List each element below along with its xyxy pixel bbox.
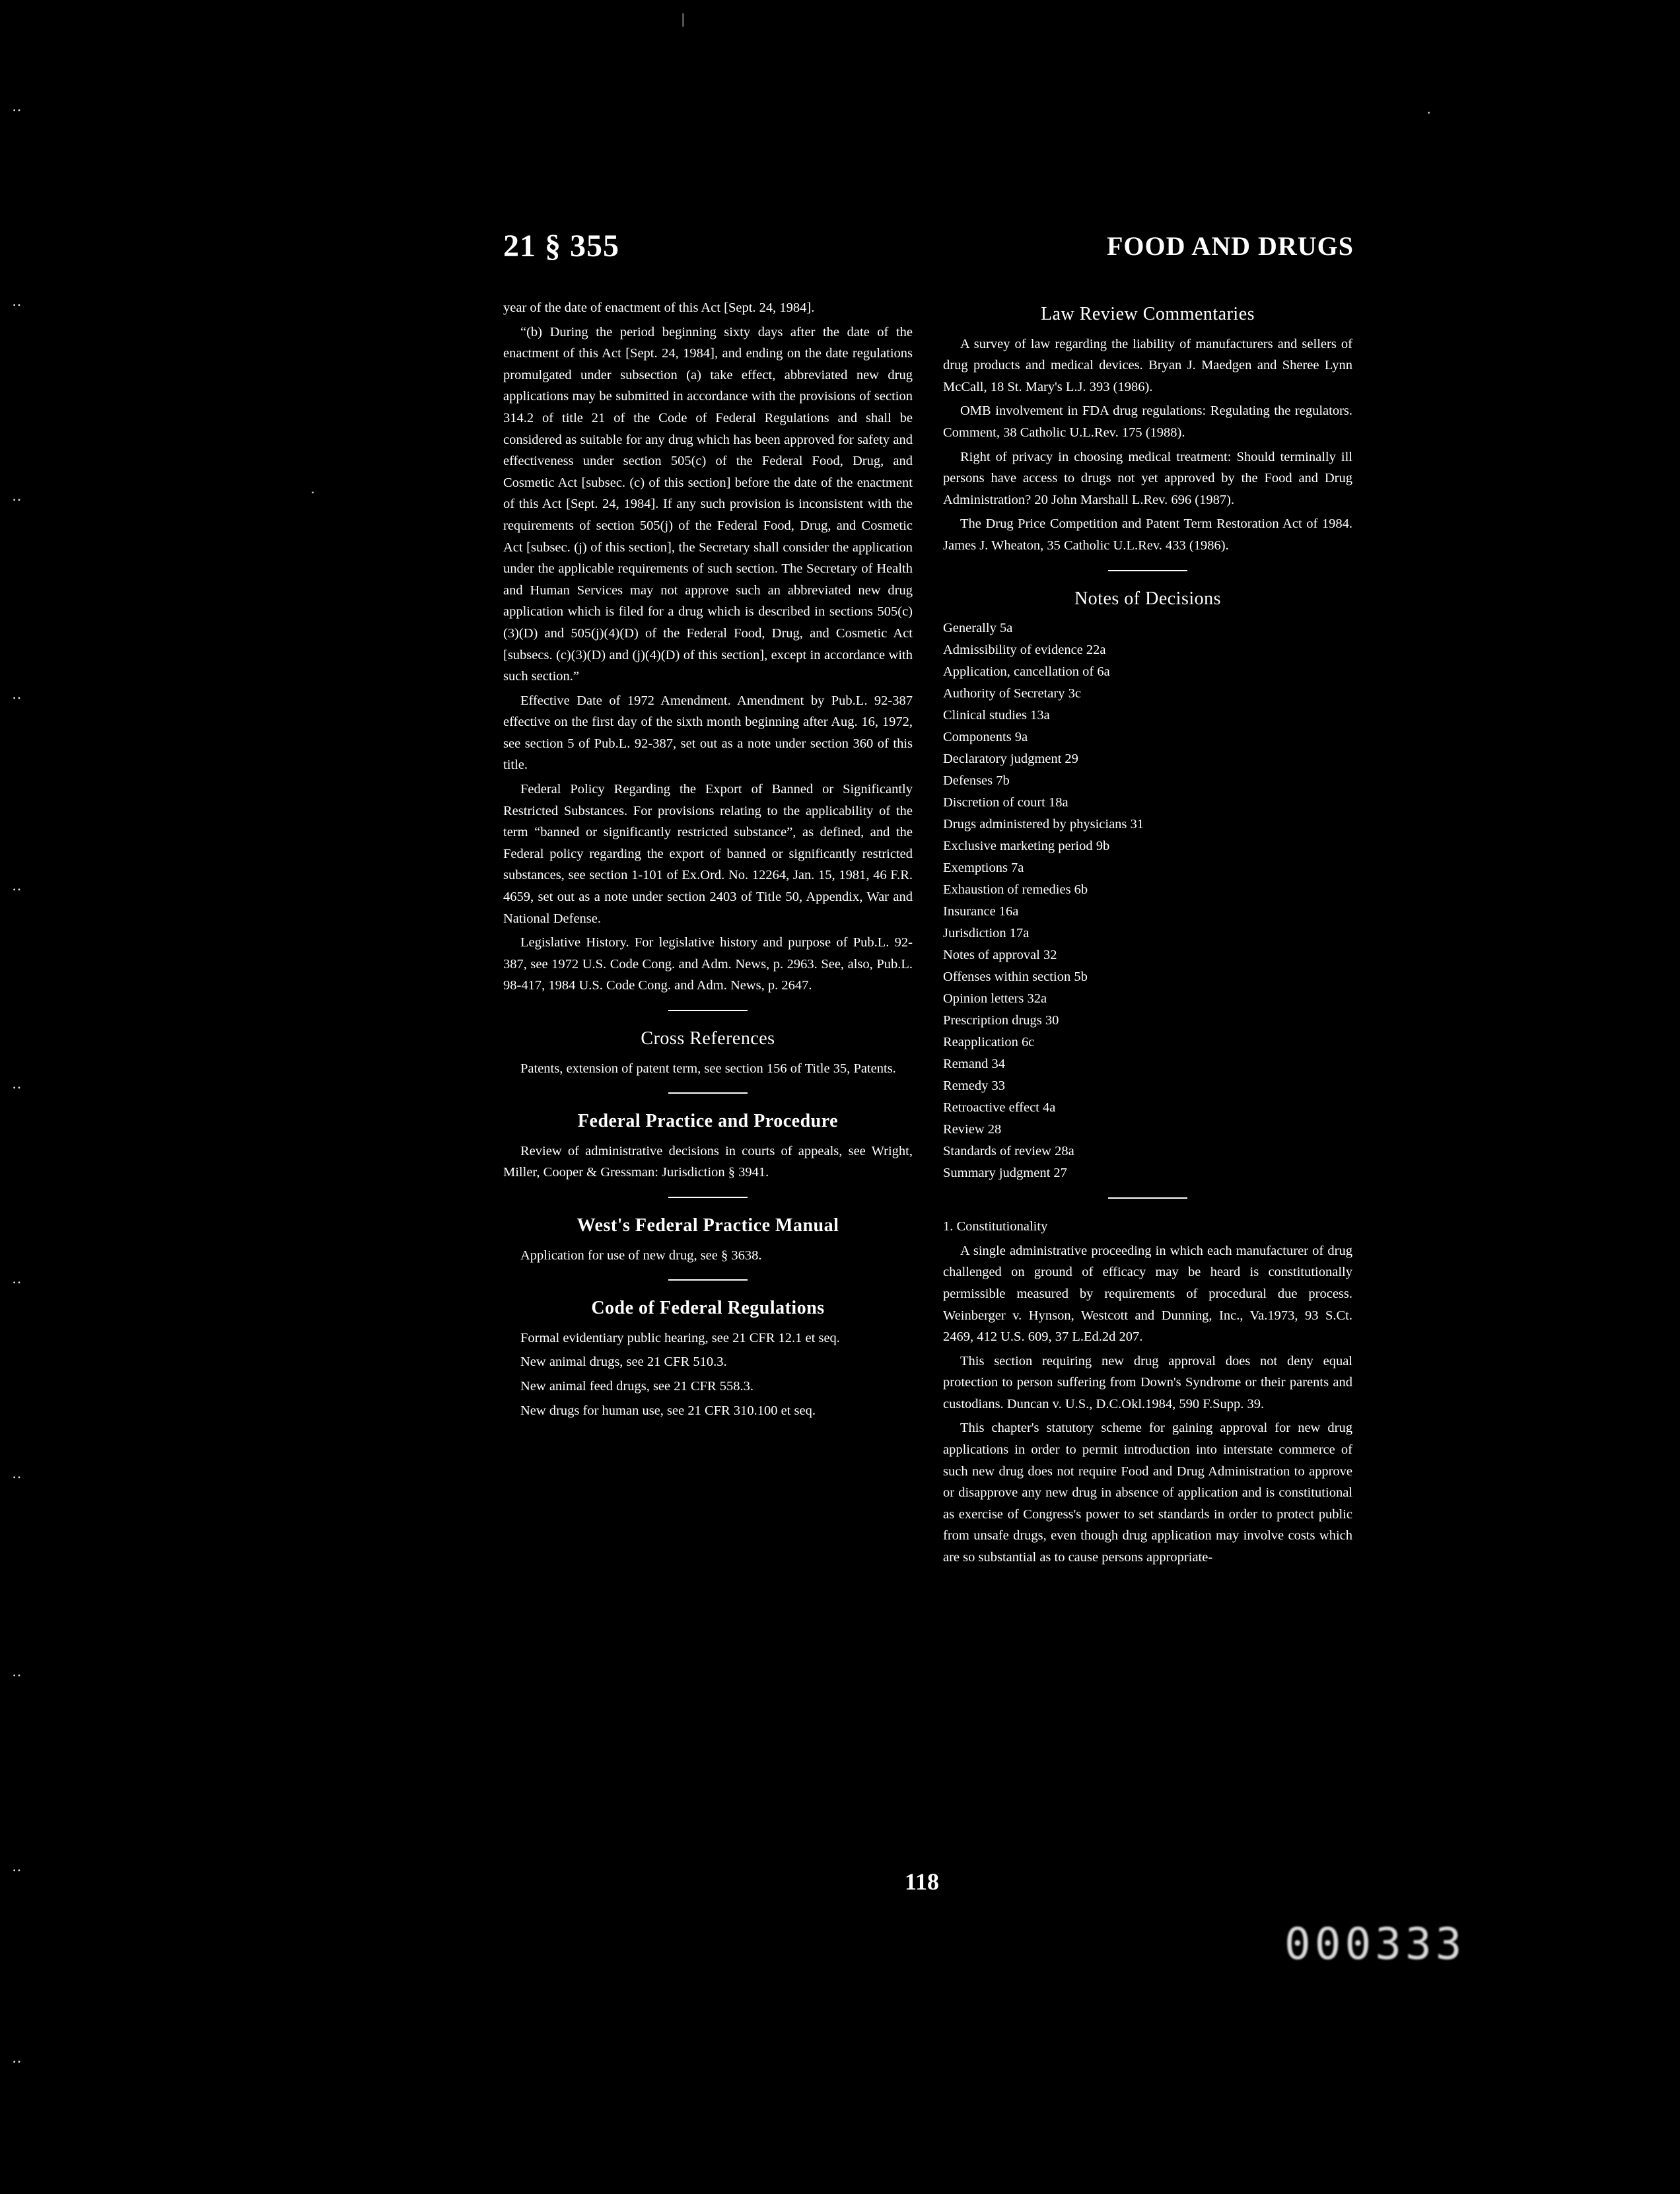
federal-practice-heading: Federal Practice and Procedure xyxy=(577,1111,839,1132)
paragraph: Federal Policy Regarding the Export of Banned or Significantly Restricted Substances. For provisions relating to the applicability of the term “banned or significantly restricted substance”, as defined, and the Federal policy regarding the export of banned or significantly restricted substances, see section 1-101 of Ex.Ord. No. 12264, Jan. 15, 1981, 46 F.R. 4659, set out as a note under section 2403 of Title 50, Appendix, War and National Defense. xyxy=(503,782,913,926)
page-header xyxy=(503,228,1354,267)
section-divider xyxy=(668,1197,748,1198)
paragraph: A single administrative proceeding in which each manufacturer of drug challenged on ground of efficacy may be heard is constitutionally permissible measured by requirements of procedural due process. Weinberger v. Hynson, Westcott and Dunning, Inc., Va.1973, 93 S.Ct. 2469, 412 U.S. 609, 37 L.Ed.2d 207. xyxy=(943,1243,1352,1345)
scan-speck: ‥ xyxy=(12,487,22,504)
index-entry: Jurisdiction 17a xyxy=(943,926,1030,941)
index-entry: Authority of Secretary 3c xyxy=(943,686,1081,701)
index-entry: Reapplication 6c xyxy=(943,1035,1035,1050)
notes-of-decisions-heading: Notes of Decisions xyxy=(1074,588,1222,609)
right-column xyxy=(943,297,1352,1571)
paragraph: Patents, extension of patent term, see section 156 of Title 35, Patents. xyxy=(520,1061,896,1076)
paragraph: This chapter's statutory scheme for gaining approval for new drug applications in order to permit introduction into interstate commerce of such new drug does not require Food and Drug Administration to approve or disapprove any new drug in absence of application and is constitutional as exercise of Congress's power to set standards in order to protect public from unsafe drugs, even though drug application may involve costs which are so substantial as to cause persons appropriate- xyxy=(943,1421,1352,1565)
commentary-item: A survey of law regarding the liability of manufacturers and sellers of drug products and medical devices. Bryan J. Maedgen and Sheree Lynn McCall, 18 St. Mary's L.J. 393 (1986). xyxy=(943,336,1352,394)
cfr-item: New animal drugs, see 21 CFR 510.3. xyxy=(520,1355,727,1370)
section-divider xyxy=(668,1010,748,1011)
cfr-item: New animal feed drugs, see 21 CFR 558.3. xyxy=(520,1378,753,1394)
commentary-item: The Drug Price Competition and Patent Term Restoration Act of 1984. James J. Wheaton, 35 Catholic U.L.Rev. 433 (1986). xyxy=(943,516,1352,553)
index-entry: Declaratory judgment 29 xyxy=(943,752,1078,767)
paragraph: Application for use of new drug, see § 3638. xyxy=(520,1248,762,1263)
scan-speck: ‥ xyxy=(12,877,22,894)
index-entry: Drugs administered by physicians 31 xyxy=(943,817,1144,832)
scan-speck: ‥ xyxy=(12,293,22,309)
index-entry: Summary judgment 27 xyxy=(943,1166,1067,1181)
paragraph: Effective Date of 1972 Amendment. Amendment by Pub.L. 92-387 effective on the first day of the sixth month beginning after Aug. 16, 1972, see section 5 of Pub.L. 92-387, set out as a note under section 360 of this title. xyxy=(503,693,913,773)
scan-speck: ‥ xyxy=(12,1858,22,1874)
index-entry: Application, cancellation of 6a xyxy=(943,664,1110,680)
cfr-item: New drugs for human use, see 21 CFR 310.100 et seq. xyxy=(520,1403,816,1418)
index-entry: Retroactive effect 4a xyxy=(943,1100,1056,1115)
section-number: 21 § 355 xyxy=(503,229,619,264)
section-divider xyxy=(668,1092,748,1094)
scan-speck: | xyxy=(682,11,685,27)
scan-speck: ‥ xyxy=(12,2049,22,2066)
paragraph: This section requiring new drug approval does not deny equal protection to person suffering from Down's Syndrome or their parents and custodians. Duncan v. U.S., D.C.Okl.1984, 590 F.Supp. 39. xyxy=(943,1353,1352,1411)
cfr-item: Formal evidentiary public hearing, see 21 CFR 12.1 et seq. xyxy=(520,1330,840,1345)
index-entry: Prescription drugs 30 xyxy=(943,1013,1059,1028)
scan-speck: ‥ xyxy=(12,1075,22,1092)
section-divider xyxy=(1108,1197,1187,1199)
index-entry: Exemptions 7a xyxy=(943,861,1024,876)
index-entry: Offenses within section 5b xyxy=(943,970,1088,985)
paragraph: “(b) During the period beginning sixty days after the date of the enactment of this Act [Sept. 24, 1984], and ending on the date regulations promulgated under subsection (a) take effect, abbreviated new drug applications may be submitted in accordance with the provisions of section 314.2 of title 21 of the Code of Federal Regulations and shall be considered as suitable for any drug which has been approved for safety and effectiveness under section 505(c) of the Federal Food, Drug, and Cosmetic Act [subsec. (c) of this section] before the date of the enactment of this Act [Sept. 24, 1984]. If any such provision is inconsistent with the requirements of section 505(j) of the Federal Food, Drug, and Cosmetic Act [subsec. (j) of this section], the Secretary shall consider the application under the applicable requirements of such section. The Secretary of Health and Human Services may not approve such an abbreviated new drug application which is filed for a drug which is described in sections 505(c)(3)(D) and 505(j)(4)(D) of the Federal Food, Drug, and Cosmetic Act [subsecs. (c)(3)(D) and (j)(4)(D) of this section], except in accordance with such section.” xyxy=(503,324,913,684)
index-entry: Notes of approval 32 xyxy=(943,948,1057,963)
paragraph: Review of administrative decisions in courts of appeals, see Wright, Miller, Cooper & Gressman: Jurisdiction § 3941. xyxy=(503,1143,913,1180)
running-title: FOOD AND DRUGS xyxy=(1106,231,1354,261)
index-entry: Review 28 xyxy=(943,1122,1002,1137)
index-entry: Insurance 16a xyxy=(943,904,1019,919)
cross-references-heading: Cross References xyxy=(641,1028,775,1049)
wests-manual-heading: West's Federal Practice Manual xyxy=(577,1215,839,1236)
commentary-item: Right of privacy in choosing medical treatment: Should terminally ill persons have access to drugs not yet approved by the Food and Drug Administration? 20 John Marshall L.Rev. 696 (1987). xyxy=(943,449,1352,507)
page-number: 118 xyxy=(905,1868,940,1895)
scan-speck: · xyxy=(310,484,316,501)
note-heading: 1. Constitutionality xyxy=(943,1219,1048,1234)
paragraph: Legislative History. For legislative history and purpose of Pub.L. 92-387, see 1972 U.S. Code Cong. and Adm. News, p. 2963. See, also, Pub.L. 98-417, 1984 U.S. Code Cong. and Adm. News, p. 2647. xyxy=(503,935,913,993)
index-entry: Discretion of court 18a xyxy=(943,795,1068,810)
left-column xyxy=(503,297,913,1424)
scan-speck: ‥ xyxy=(12,1663,22,1680)
index-entry: Exhaustion of remedies 6b xyxy=(943,882,1088,898)
paragraph: year of the date of enactment of this Act [Sept. 24, 1984]. xyxy=(503,301,815,315)
index-entry: Defenses 7b xyxy=(943,773,1010,789)
law-review-heading: Law Review Commentaries xyxy=(1040,304,1255,324)
index-entry: Components 9a xyxy=(943,730,1028,745)
index-entry: Opinion letters 32a xyxy=(943,991,1047,1007)
scan-speck: ‥ xyxy=(12,98,22,114)
section-divider xyxy=(668,1279,748,1281)
section-divider xyxy=(1108,570,1187,571)
index-entry: Clinical studies 13a xyxy=(943,708,1050,723)
cfr-heading: Code of Federal Regulations xyxy=(591,1298,825,1319)
scan-speck: ‥ xyxy=(12,1270,22,1287)
index-entry: Remand 34 xyxy=(943,1057,1005,1072)
bates-stamp: 000333 xyxy=(1284,1919,1466,1969)
index-entry: Standards of review 28a xyxy=(943,1144,1074,1159)
scan-speck: · xyxy=(1426,104,1432,121)
commentary-item: OMB involvement in FDA drug regulations: Regulating the regulators. Comment, 38 Catholic U.L.Rev. 175 (1988). xyxy=(943,404,1352,440)
index-entry: Admissibility of evidence 22a xyxy=(943,643,1106,658)
index-entry: Exclusive marketing period 9b xyxy=(943,839,1110,854)
scan-speck: ‥ xyxy=(12,1465,22,1481)
index-entry: Generally 5a xyxy=(943,621,1013,636)
index-entry: Remedy 33 xyxy=(943,1079,1005,1094)
notes-index xyxy=(943,618,1352,1184)
scan-speck: ‥ xyxy=(12,686,22,702)
